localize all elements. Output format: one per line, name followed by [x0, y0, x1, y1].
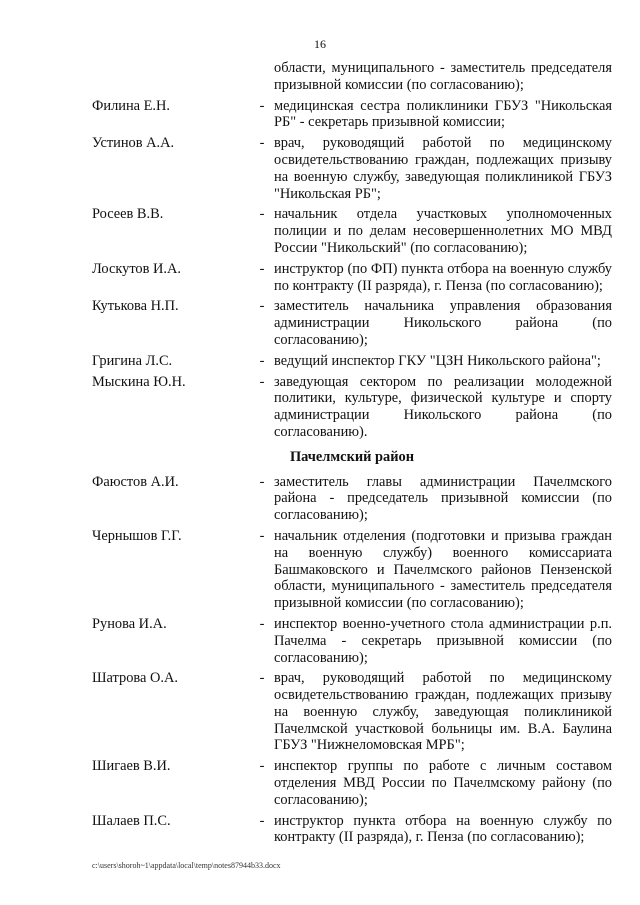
member-name: Григина Л.С. [92, 352, 173, 369]
member-row [92, 758, 612, 808]
member-row [92, 261, 612, 295]
member-row [92, 616, 612, 666]
member-role: ведущий инспектор ГКУ "ЦЗН Никольского района"; [274, 352, 601, 369]
member-row [92, 474, 612, 524]
member-name: Шатрова О.А. [92, 670, 178, 687]
member-role: инструктор пункта отбора на военную службу по контракту (II разряда), г. Пенза (по согласованию); [274, 812, 612, 846]
member-name: Шалаев П.С. [92, 812, 171, 829]
member-row [92, 813, 612, 847]
member-role: заведующая сектором по реализации молодежной политики, культуре, физической культуре и спорту администрации Никольского района (по согласованию). [274, 373, 612, 440]
member-role: врач, руководящий работой по медицинскому освидетельствованию граждан, подлежащих призыву на военную службу, заведующая поликлиникой Пачелмской участковой больницы им. В.А. Баулина ГБУЗ "Нижнеломовская МРБ"; [274, 670, 612, 754]
separator-dash: - [259, 352, 265, 369]
member-role: врач, руководящий работой по медицинскому освидетельствованию граждан, подлежащих призыву на военную службу, заведующая поликлиникой ГБУЗ "Никольская РБ"; [274, 135, 612, 202]
member-name: Фаюстов А.И. [92, 473, 179, 490]
member-name: Мыскина Ю.Н. [92, 373, 186, 390]
separator-dash: - [259, 527, 265, 544]
member-row [92, 135, 612, 202]
member-role: начальник отдела участковых уполномоченных полиции и по делам несовершеннолетних МО МВД России "Никольский" (по согласованию); [274, 206, 612, 256]
intro-continuation [92, 60, 612, 94]
separator-dash: - [259, 373, 265, 390]
document-body [92, 60, 612, 850]
member-row [92, 353, 612, 370]
section-heading: Пачелмский район [289, 448, 415, 465]
separator-dash: - [259, 670, 265, 687]
member-list-pachelma [92, 474, 612, 847]
separator-dash: - [259, 615, 265, 632]
member-role: начальник отделения (подготовки и призыва граждан на военную службу) военного комиссариата Башмаковского и Пачелмского районов Пензенской области, муниципального - заместитель председателя призывной комиссии (по согласованию); [274, 527, 612, 612]
member-row [92, 374, 612, 441]
member-role: инспектор группы по работе с личным составом отделения МВД России по Пачелмскому району (по согласованию); [274, 758, 612, 808]
member-name: Устинов А.А. [92, 135, 175, 152]
separator-dash: - [259, 298, 265, 315]
member-name: Росеев В.В. [92, 206, 164, 223]
separator-dash: - [259, 758, 265, 775]
member-list-nikolsky [92, 98, 612, 441]
member-name: Чернышов Г.Г. [92, 527, 182, 544]
member-role: заместитель главы администрации Пачелмского района - председатель призывной комиссии (по согласованию); [274, 473, 612, 524]
intro-text: области, муниципального - заместитель председателя призывной комиссии (по согласованию); [274, 60, 612, 93]
member-row [92, 528, 612, 612]
page-number: 16 [314, 37, 326, 51]
member-row [92, 670, 612, 754]
member-name: Лоскутов И.А. [92, 260, 181, 277]
member-row [92, 98, 612, 132]
member-role: инструктор (по ФП) пункта отбора на военную службу по контракту (II разряда), г. Пенза (по согласованию); [274, 260, 612, 294]
member-name: Кутькова Н.П. [92, 298, 179, 315]
separator-dash: - [259, 473, 265, 490]
separator-dash: - [259, 260, 265, 277]
member-role: медицинская сестра поликлиники ГБУЗ "Никольская РБ" - секретарь призывной комиссии; [274, 97, 612, 131]
separator-dash: - [259, 135, 265, 152]
separator-dash: - [259, 812, 265, 829]
member-role: заместитель начальника управления образования администрации Никольского района (по согласованию); [274, 298, 612, 348]
separator-dash: - [259, 206, 265, 223]
separator-dash: - [259, 97, 265, 114]
member-role: инспектор военно-учетного стола администрации р.п. Пачелма - секретарь призывной комиссии (по согласованию); [274, 615, 612, 666]
member-name: Шигаев В.И. [92, 758, 171, 775]
member-row [92, 298, 612, 348]
member-name: Филина Е.Н. [92, 97, 171, 114]
member-name: Рунова И.А. [92, 615, 167, 632]
footer-file-path: c:\users\shoroh~1\appdata\local\temp\notes87944b33.docx [92, 861, 281, 870]
member-row [92, 206, 612, 256]
